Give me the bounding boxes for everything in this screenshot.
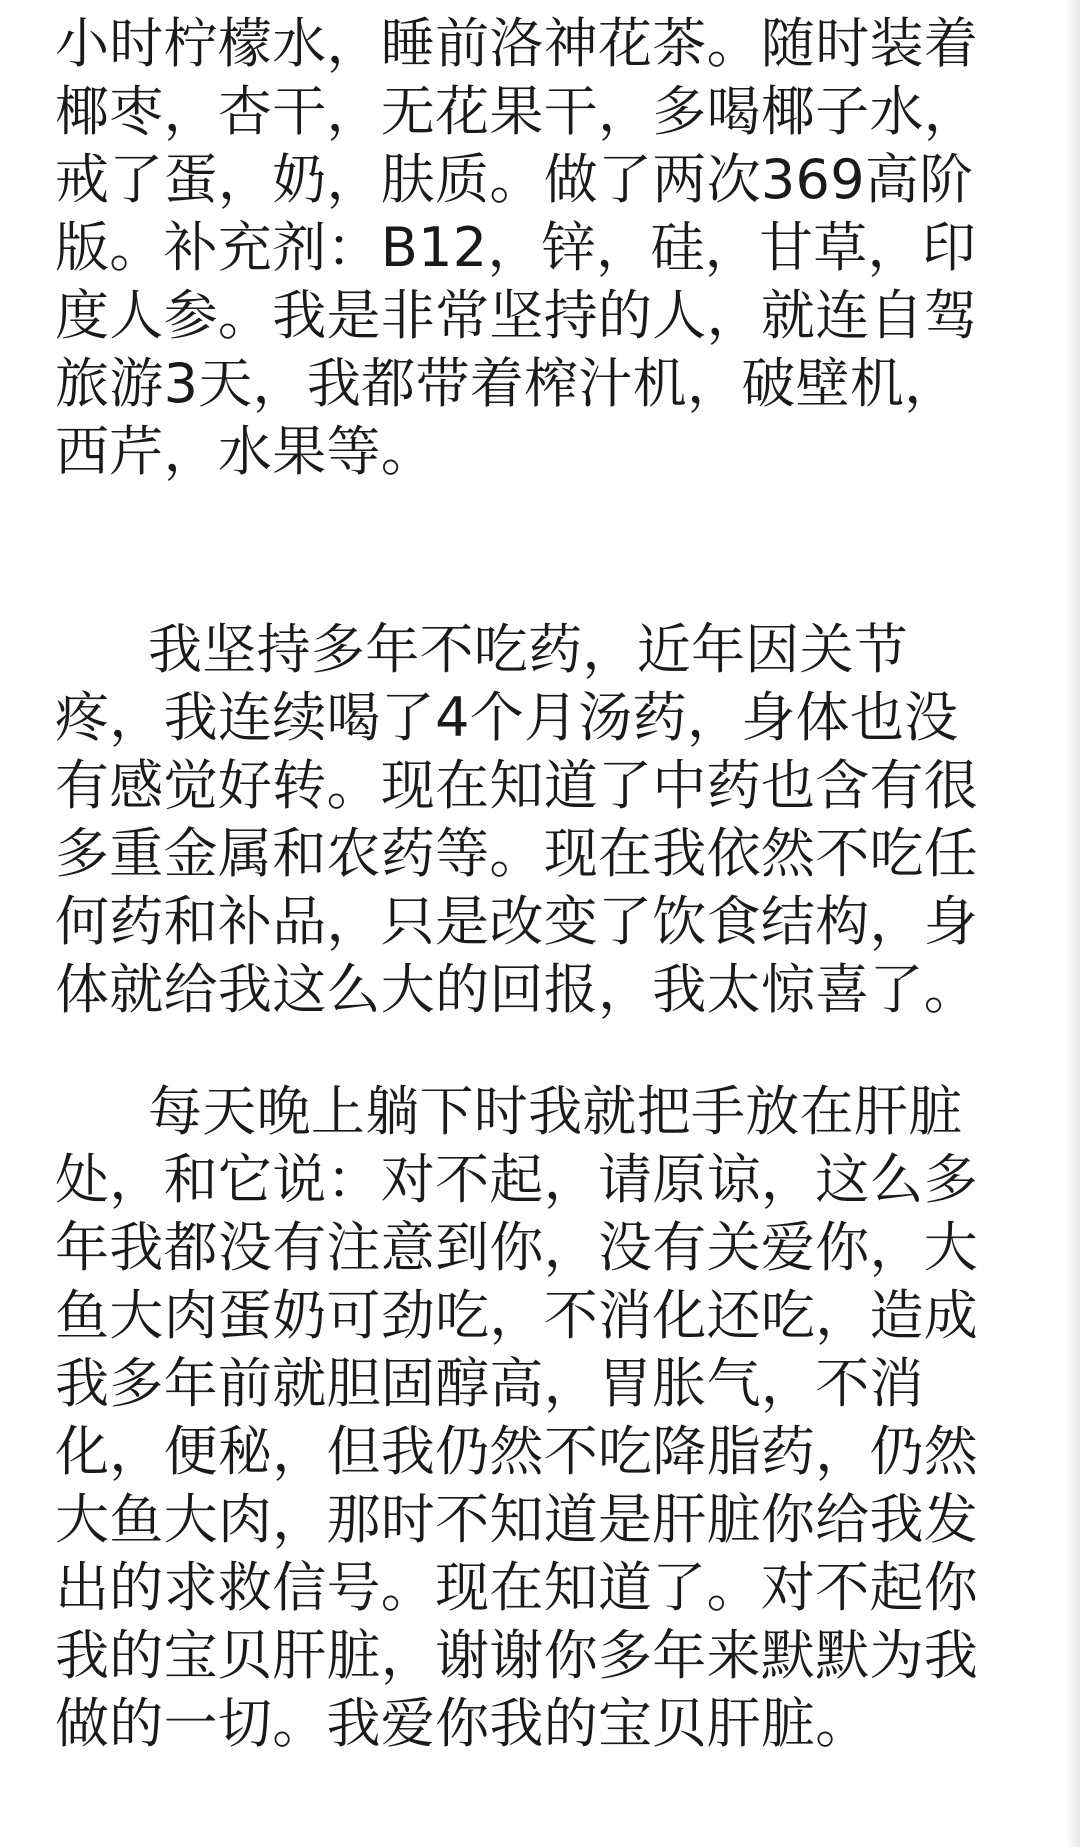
text-line: 处，和它说：对不起，请原谅，这么多: [55, 1148, 979, 1211]
text-line: 何药和补品，只是改变了饮食结构，身: [55, 890, 979, 953]
text-line: 出的求救信号。现在知道了。对不起你: [55, 1556, 979, 1619]
text-line: 版。补充剂：B12，锌，硅，甘草，印: [55, 216, 977, 279]
text-line: 大鱼大肉，那时不知道是肝脏你给我发: [55, 1488, 979, 1551]
text-line: 疼，我连续喝了4个月汤药，身体也没: [55, 686, 959, 749]
text-line: 年我都没有注意到你，没有关爱你，大: [55, 1216, 979, 1279]
page-edge-shadow: [1066, 0, 1080, 1847]
text-line: 我的宝贝肝脏，谢谢你多年来默默为我: [55, 1624, 979, 1687]
text-line: 体就给我这么大的回报，我太惊喜了。: [55, 958, 979, 1021]
text-line: 有感觉好转。现在知道了中药也含有很: [55, 754, 979, 817]
text-line: 小时柠檬水，睡前洛神花茶。随时装着: [55, 12, 979, 75]
text-line: 我坚持多年不吃药，近年因关节: [148, 618, 909, 681]
text-line: 做的一切。我爱你我的宝贝肝脏。: [55, 1692, 870, 1755]
text-line: 西芹，水果等。: [55, 420, 436, 483]
text-line: 旅游3天，我都带着榨汁机，破壁机，: [55, 352, 959, 415]
text-line: 多重金属和农药等。现在我依然不吃任: [55, 822, 979, 885]
text-line: 椰枣，杏干，无花果干，多喝椰子水，: [55, 80, 979, 143]
text-line: 戒了蛋，奶，肤质。做了两次369高阶: [55, 148, 974, 211]
text-line: 我多年前就胆固醇高，胃胀气，不消: [55, 1352, 924, 1415]
text-line: 度人参。我是非常坚持的人，就连自驾: [55, 284, 979, 347]
text-line: 鱼大肉蛋奶可劲吃，不消化还吃，造成: [55, 1284, 979, 1347]
text-line: 每天晚上躺下时我就把手放在肝脏: [148, 1080, 963, 1143]
text-line: 化，便秘，但我仍然不吃降脂药，仍然: [55, 1420, 979, 1483]
